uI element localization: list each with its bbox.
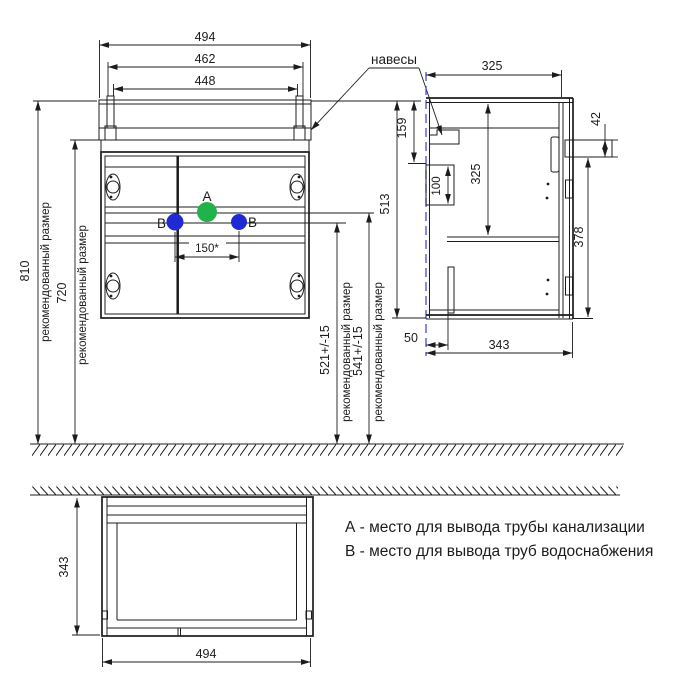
hinge-icon [106, 273, 120, 299]
hanger-bracket [430, 130, 460, 144]
hanger-post-left [107, 96, 114, 128]
legend [345, 519, 653, 560]
dim-42-text: 42 [589, 112, 603, 126]
dim-325-top-text: 325 [481, 59, 503, 73]
legend-line-a: А - место для вывода трубы канализации [345, 519, 645, 536]
front-view [99, 96, 374, 318]
handle-groove [551, 137, 559, 172]
dim-521-text: 521+/-15 [318, 325, 332, 375]
dim-depth-325 [426, 59, 562, 97]
dim-150-text: 150* [195, 243, 219, 255]
dim-541-note: рекомендованный размер [373, 282, 385, 422]
dim-378 [572, 158, 593, 319]
dim-521-note: рекомендованный размер [341, 282, 353, 422]
dim-325-internal [469, 104, 488, 235]
hinge-icon [290, 273, 304, 299]
hinge-icon [106, 174, 120, 200]
dim-494-plan [103, 638, 311, 667]
dim-width-opening [114, 74, 298, 96]
legend-line-b: В - место для вывода труб водоснабжения [345, 543, 654, 560]
dim-378-text: 378 [572, 226, 586, 248]
dim-159-text: 159 [395, 117, 409, 139]
dim-159 [395, 101, 426, 164]
dim-810-text: 810 [18, 260, 32, 282]
hinge-icon [290, 174, 304, 200]
dim-513-text: 513 [378, 193, 392, 215]
point-b-right-label: B [248, 215, 258, 230]
bottom-plan-view [102, 497, 313, 636]
dim-462-text: 462 [194, 52, 216, 66]
dim-494-plan-text: 494 [195, 647, 217, 661]
hangers-callout-text: навесы [371, 52, 417, 67]
dim-50-text: 50 [404, 331, 418, 345]
dim-541-text: 541+/-15 [351, 326, 365, 376]
floor-hatch [30, 444, 624, 456]
dim-height-541 [351, 213, 385, 444]
point-b-left-label: B [156, 216, 166, 231]
dim-height-521 [318, 223, 353, 444]
dim-325-internal-text: 325 [469, 163, 483, 185]
dim-720-text: 720 [55, 282, 69, 304]
drain-point-a [197, 202, 217, 222]
dim-343-side-text: 343 [488, 338, 510, 352]
water-point-b-right [231, 214, 247, 230]
dim-810-note: рекомендованный размер [40, 202, 52, 342]
side-view [426, 72, 612, 356]
point-a-label: A [202, 189, 212, 204]
dim-494-text: 494 [194, 30, 216, 44]
dim-100-text: 100 [431, 176, 443, 196]
dim-42 [589, 112, 618, 157]
dim-343-plan [57, 498, 100, 635]
dim-448-text: 448 [194, 74, 216, 88]
water-point-b-left [167, 214, 184, 231]
hangers-callout [311, 52, 442, 135]
back-bar [448, 267, 454, 313]
dim-height-720 [55, 140, 99, 444]
dim-343-plan-text: 343 [57, 556, 71, 578]
hanger-post-right [296, 96, 303, 128]
dim-720-note: рекомендованный размер [77, 225, 89, 365]
wall-hatch [30, 487, 620, 496]
